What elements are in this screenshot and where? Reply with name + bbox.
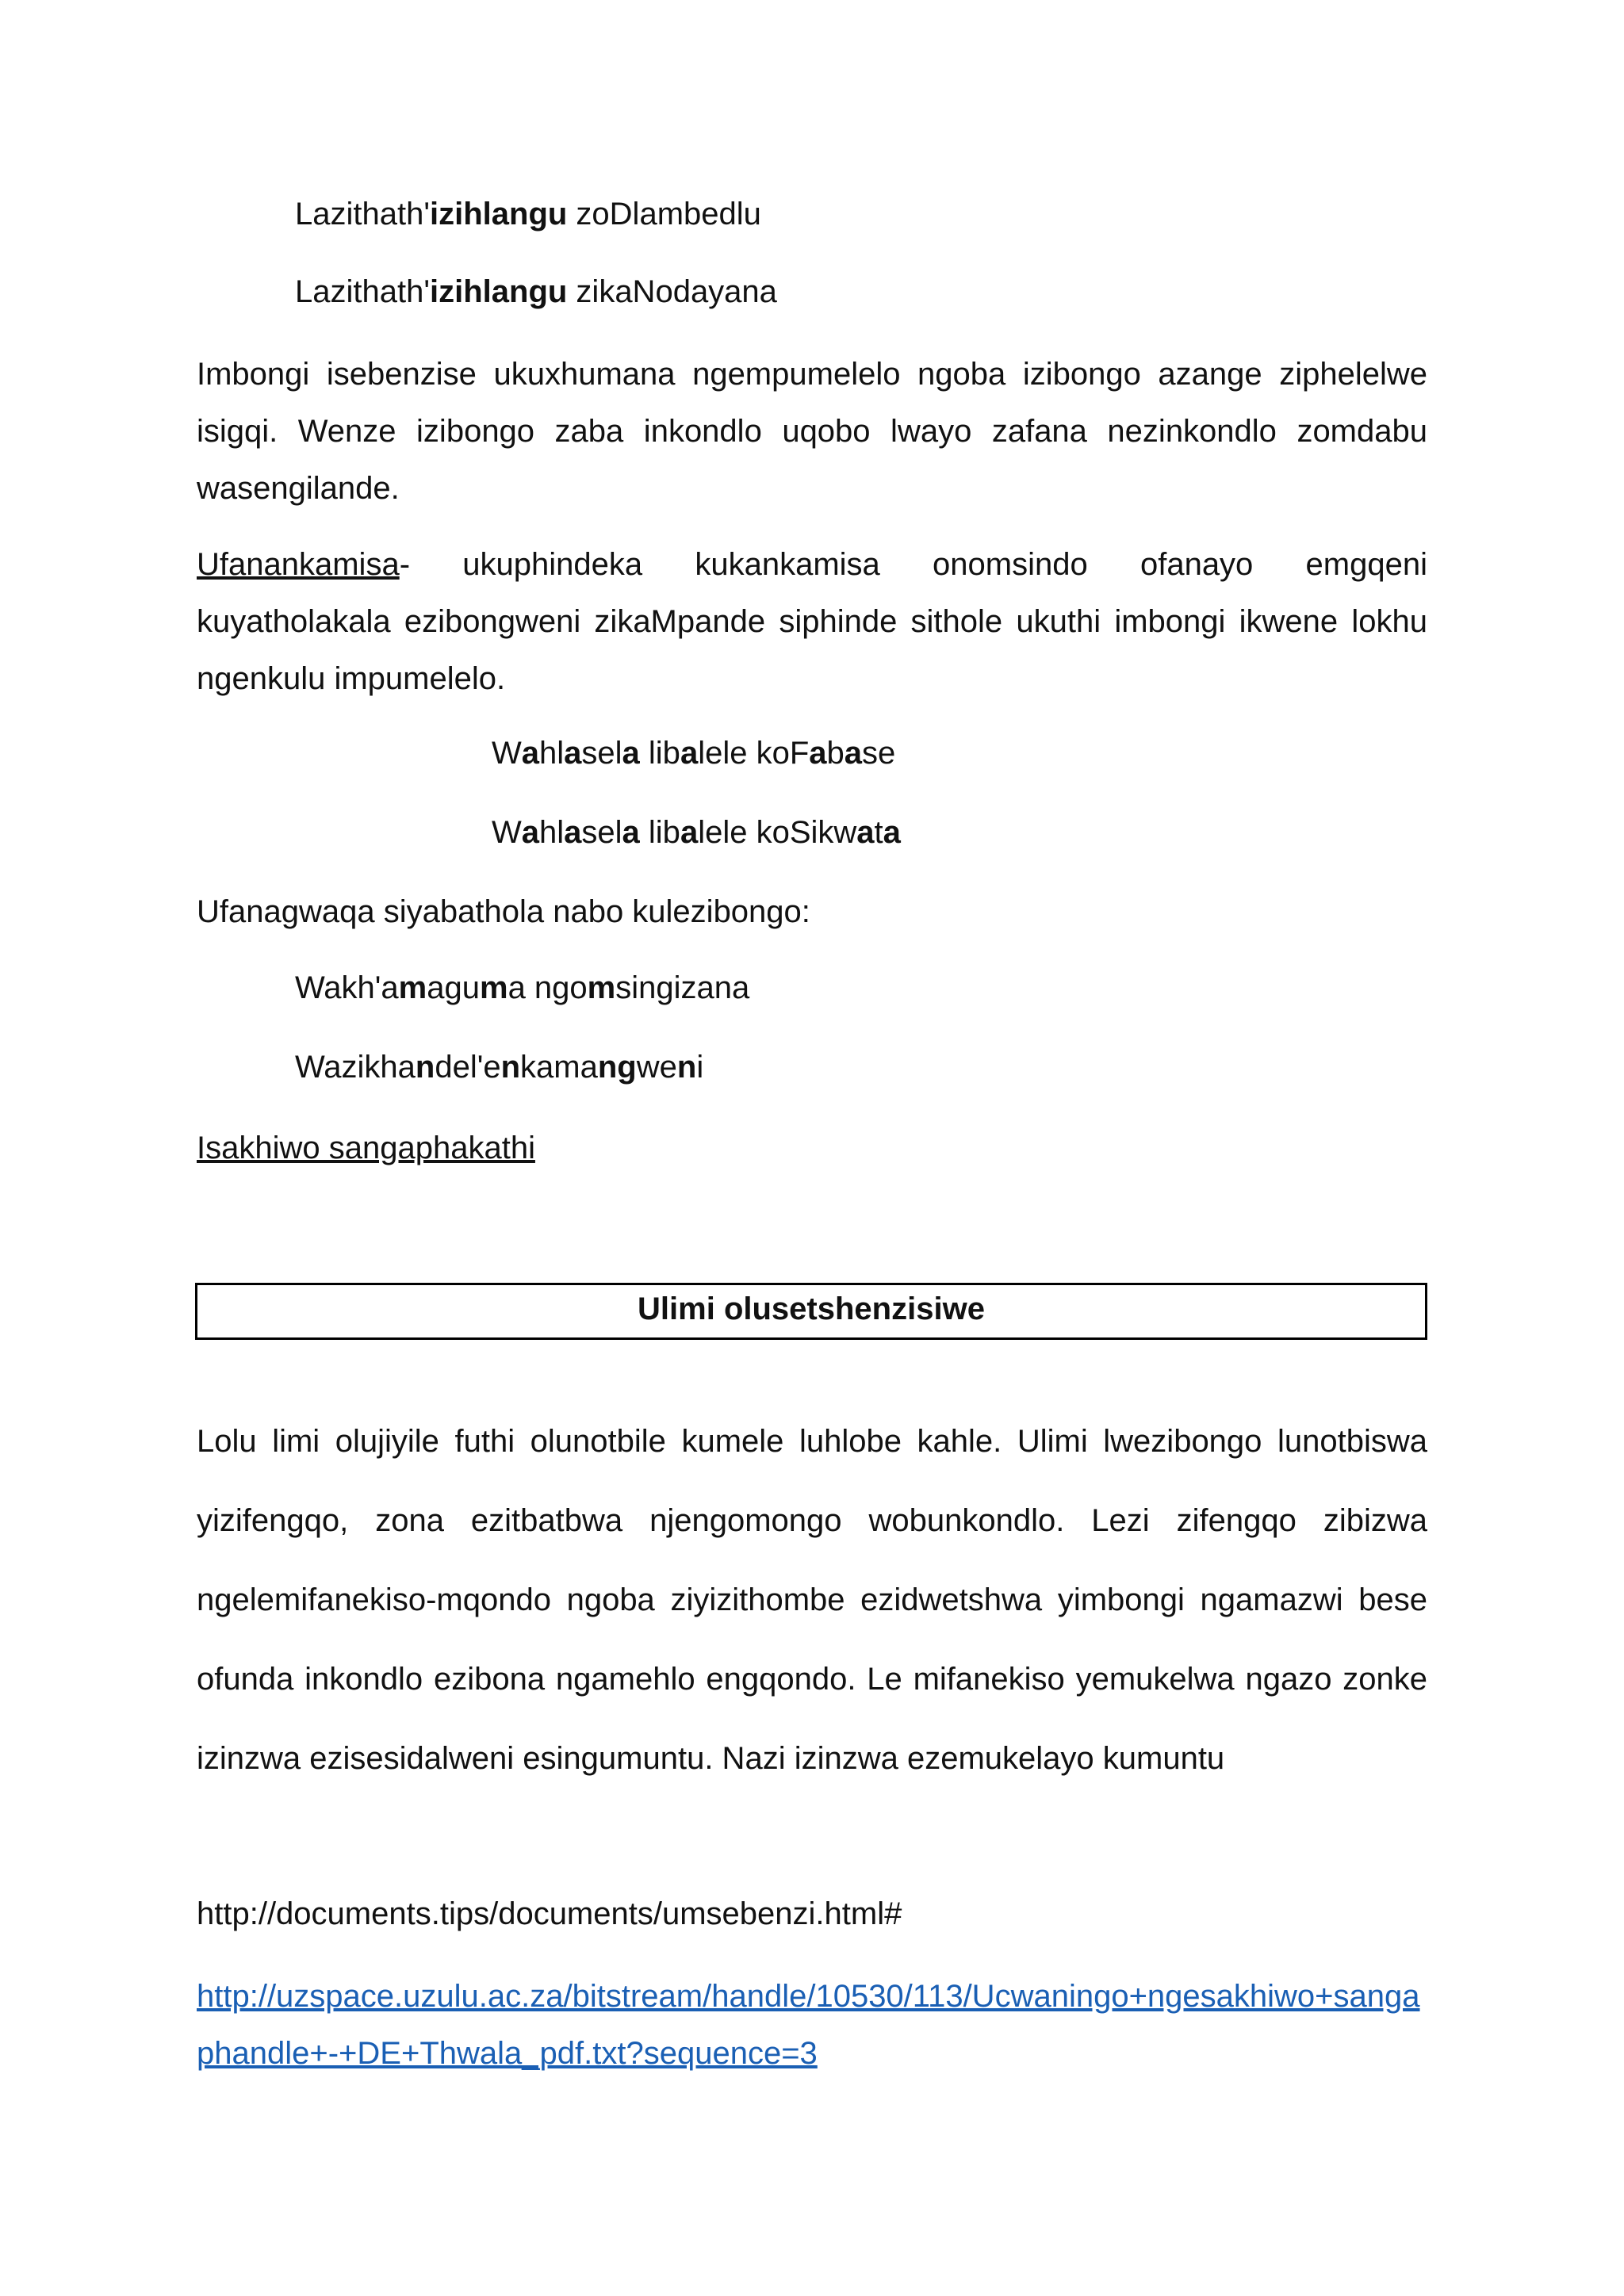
verse-line: Wahlasela libalele koFabase [492, 736, 896, 771]
verse-line [295, 195, 761, 233]
paragraph-text: - ukuphindeka kukankamisa onomsindo ofanayo emgqeni [399, 547, 1427, 582]
reference-link[interactable]: http://uzspace.uzulu.ac.za/bitstream/handle/10530/113/Ucwaningo+ngesakhiwo+sangaphandle+-+DE+Thwala_pdf.txt?sequence=3 [197, 1979, 1420, 2071]
verse-line: Wazikhandel'enkamangweni [295, 1050, 704, 1085]
boxed-heading: Ulimi olusetshenzisiwe [195, 1283, 1427, 1340]
paragraph-first-line [197, 536, 1427, 593]
verse-line [295, 273, 777, 311]
verse-bold-text: izihlangu [429, 274, 568, 309]
verse-bold-text: izihlangu [429, 197, 568, 232]
paragraph [197, 536, 1427, 707]
verse-line: Wahlasela libalele koSikwata [492, 815, 901, 850]
paragraph-line: Ufanagwaqa siyabathola nabo kulezibongo: [197, 894, 810, 929]
reference-url: http://documents.tips/documents/umsebenzi.html# [197, 1896, 902, 1931]
verse-text: Lazithath' [295, 274, 430, 309]
verse-text: zoDlambedlu [567, 197, 761, 232]
verse-text: Lazithath' [295, 197, 430, 232]
section-heading: Isakhiwo sangaphakathi [197, 1131, 535, 1165]
paragraph: Imbongi isebenzise ukuxhumana ngempumelelo ngoba izibongo azange ziphelelwe isigqi. Wenze izibongo zaba inkondlo uqobo lwayo zafana nezinkondlo zomdabu wasengilande. [197, 357, 1427, 506]
paragraph: Lolu limi olujiyile futhi olunotbile kumele luhlobe kahle. Ulimi lwezibongo lunotbiswa yizifengqo, zona ezitbatbwa njengomongo wobunkondlo. Lezi zifengqo zibizwa ngelemifanekiso-mqondo ngoba ziyizithombe ezidwetshwa yimbongi ngamazwi bese ofunda inkondlo ezibona ngamehlo engqondo. Le mifanekiso yemukelwa ngazo zonke izinzwa ezisesidalweni esingumuntu. Nazi izinzwa ezemukelayo kumuntu [197, 1424, 1427, 1776]
reference-link-block [197, 1968, 1434, 2082]
paragraph-text: kuyatholakala ezibongweni zikaMpande siphinde sithole ukuthi imbongi ikwene lokhu ngenkulu impumelelo. [197, 604, 1427, 696]
verse-text: zikaNodayana [567, 274, 777, 309]
term-underlined: Ufanankamisa [197, 547, 400, 582]
verse-line: Wakh'amaguma ngomsingizana [295, 970, 750, 1005]
